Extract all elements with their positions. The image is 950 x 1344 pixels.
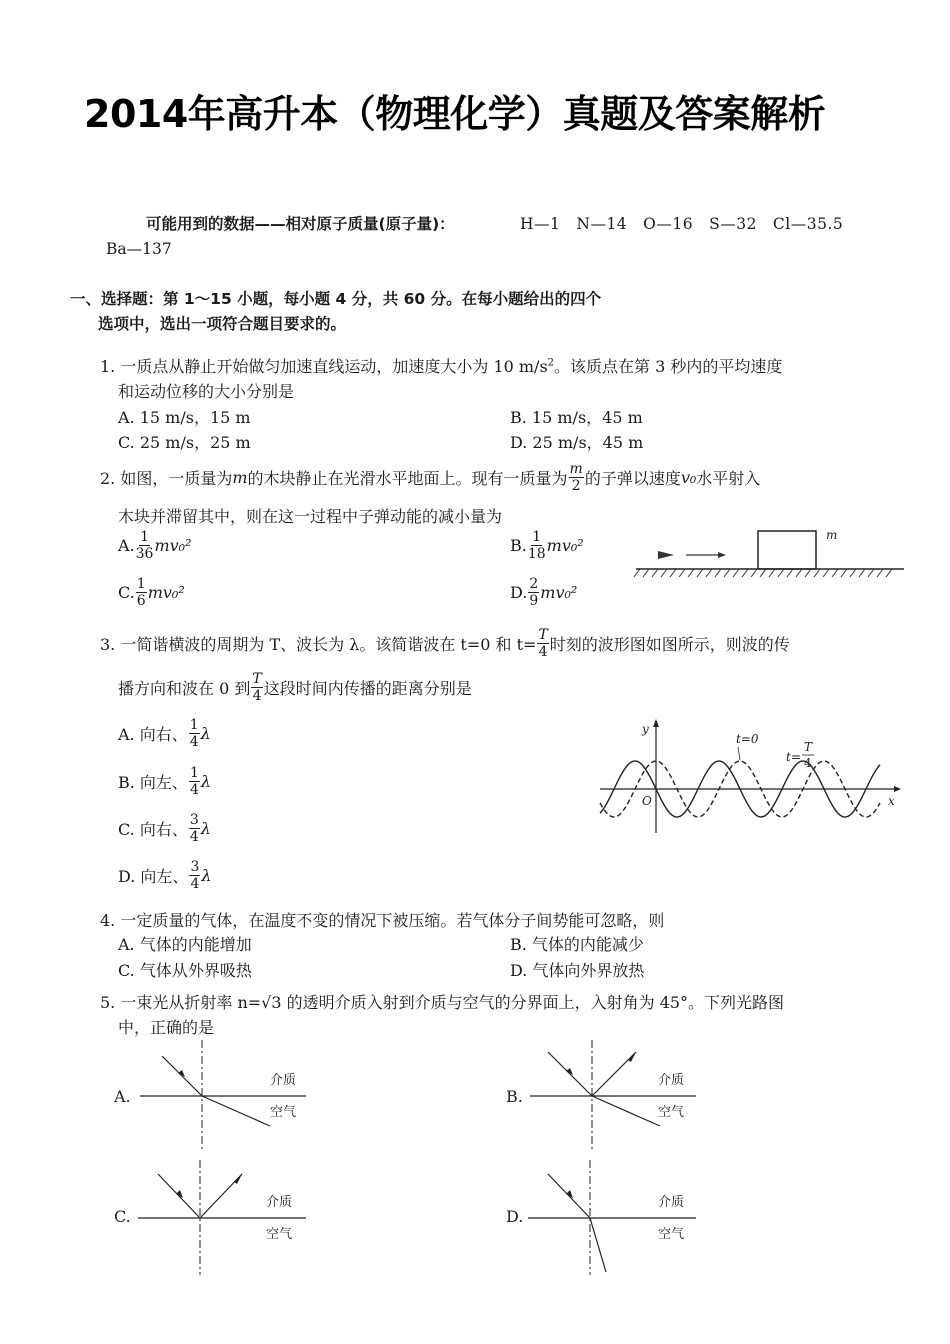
q3-a-num: 1 xyxy=(189,717,199,733)
q3-a-den: 4 xyxy=(189,734,199,750)
air-label: 空气 xyxy=(658,1105,685,1120)
refracted-ray xyxy=(202,1096,270,1126)
medium-label: 介质 xyxy=(658,1073,685,1088)
incident-ray xyxy=(548,1174,590,1218)
hatch-mark xyxy=(841,569,847,577)
air-label: 空气 xyxy=(270,1105,297,1120)
hatch-mark xyxy=(832,569,838,577)
q2-stem-d: 水平射入 xyxy=(696,469,761,488)
section-header-line1: 一、选择题：第 1～15 小题，每小题 4 分，共 60 分。在每小题给出的四个 xyxy=(70,290,602,308)
q2-b-num: 1 xyxy=(532,529,542,545)
q4-stem: 4. 一定质量的气体，在温度不变的情况下被压缩。若气体分子间势能可忽略，则 xyxy=(100,911,665,930)
q3-frac1-num: T xyxy=(538,627,548,643)
q3-frac1 xyxy=(537,628,548,659)
hatch-mark xyxy=(814,569,820,577)
wood-block xyxy=(758,531,816,569)
data-line-values: H—1 N—14 O—16 S—32 Cl—35.5 xyxy=(520,215,844,233)
reflected-arrow xyxy=(628,1052,636,1062)
q2-c-frac xyxy=(136,577,147,608)
q4-option-d: D. 气体向外界放热 xyxy=(510,961,645,980)
hatch-mark xyxy=(859,569,865,577)
hatch-mark xyxy=(715,569,721,577)
refracted-ray xyxy=(590,1218,606,1272)
q2-c-label: C. xyxy=(118,583,135,602)
q4-option-b: B. 气体的内能减少 xyxy=(510,935,644,954)
reflected-arrow xyxy=(234,1174,242,1184)
q3-a-lambda: λ xyxy=(200,724,211,743)
q2-a-den: 36 xyxy=(135,546,154,562)
q3-stem-b: 时刻的波形图如图所示，则波的传 xyxy=(549,635,790,654)
medium-label: 介质 xyxy=(270,1073,297,1088)
hatch-mark xyxy=(688,569,694,577)
q5-c-label: C. xyxy=(114,1207,131,1226)
hatch-mark xyxy=(787,569,793,577)
q2-frac-num: m xyxy=(569,461,583,477)
q3-frac1-den: 4 xyxy=(538,644,548,660)
label-4: 4 xyxy=(804,756,812,770)
q2-c-den: 6 xyxy=(136,593,146,609)
hatch-mark xyxy=(823,569,829,577)
bullet-icon xyxy=(658,551,674,559)
q2-stem-a: 2. 如图，一质量为 xyxy=(100,469,233,488)
q2-figure xyxy=(630,525,910,585)
q3-stem-d: 这段时间内传播的距离分别是 xyxy=(263,679,472,698)
q2-stem-line2: 木块并滞留其中，则在这一过程中子弹动能的减小量为 xyxy=(118,507,503,526)
q2-a-num: 1 xyxy=(140,529,150,545)
q2-stem-c: 的子弹以速度 xyxy=(584,469,681,488)
hatch-mark xyxy=(679,569,685,577)
x-axis-arrow xyxy=(894,786,901,792)
hatch-mark xyxy=(706,569,712,577)
hatch-mark xyxy=(778,569,784,577)
q3-b-frac xyxy=(189,766,200,797)
q2-m: m xyxy=(232,468,248,487)
medium-label: 介质 xyxy=(266,1195,293,1210)
q3-c-den: 4 xyxy=(189,829,199,845)
label-t0: t=0 xyxy=(736,732,759,746)
q1-option-d: D. 25 m/s，45 m xyxy=(510,433,644,452)
hatch-mark xyxy=(886,569,892,577)
q1-stem-a: 1. 一质点从静止开始做匀加速直线运动，加速度大小为 10 m/s xyxy=(100,357,548,376)
q2-b-frac xyxy=(528,530,546,561)
q3-frac2-den: 4 xyxy=(252,688,262,704)
q3-c-frac xyxy=(189,813,200,844)
q3-a-label: A. 向右、 xyxy=(118,725,188,744)
medium-label: 介质 xyxy=(658,1195,685,1210)
hatch-mark xyxy=(652,569,658,577)
q2-stem-b: 的木块静止在光滑水平地面上。现有一质量为 xyxy=(247,469,568,488)
q1-sup: 2 xyxy=(547,357,555,369)
q3-d-frac xyxy=(189,860,200,891)
q3-option-d xyxy=(118,860,212,891)
q2-option-c xyxy=(118,577,185,608)
q2-frac-den: 2 xyxy=(571,478,581,494)
label-T: T xyxy=(804,740,813,754)
q5-d-label: D. xyxy=(506,1207,524,1226)
q1-stem-line1 xyxy=(100,354,782,377)
q3-option-a xyxy=(118,718,211,749)
hatch-mark xyxy=(868,569,874,577)
q2-c-expr: mv₀² xyxy=(147,583,185,602)
hatch-mark xyxy=(760,569,766,577)
air-label: 空气 xyxy=(658,1227,685,1242)
q3-b-label: B. 向左、 xyxy=(118,773,188,792)
hatch-mark xyxy=(643,569,649,577)
q3-a-frac xyxy=(189,718,200,749)
q3-frac2 xyxy=(251,672,262,703)
q3-d-lambda: λ xyxy=(201,866,212,885)
origin-label: O xyxy=(642,794,652,808)
q5-b-label: B. xyxy=(506,1087,523,1106)
hatch-mark xyxy=(769,569,775,577)
velocity-arrowhead xyxy=(718,552,726,558)
hatch-mark xyxy=(877,569,883,577)
q3-stem-c: 播方向和波在 0 到 xyxy=(118,679,251,698)
q2-v0: v₀ xyxy=(680,468,697,487)
refracted-ray xyxy=(592,1096,660,1126)
hatch-mark xyxy=(742,569,748,577)
q5-a-label: A. xyxy=(114,1087,131,1106)
q3-c-lambda: λ xyxy=(200,819,211,838)
data-line-values2: Ba—137 xyxy=(106,240,172,258)
incident-ray xyxy=(548,1052,592,1096)
q3-b-den: 4 xyxy=(189,782,199,798)
q1-stem-line2: 和运动位移的大小分别是 xyxy=(118,382,295,401)
q3-stem-line1 xyxy=(100,628,790,659)
hatch-mark xyxy=(724,569,730,577)
q3-b-lambda: λ xyxy=(200,772,211,791)
q3-c-label: C. 向右、 xyxy=(118,820,188,839)
label-t0-pointer xyxy=(738,747,740,760)
x-axis-label: x xyxy=(888,794,895,808)
q3-c-num: 3 xyxy=(189,812,199,828)
q2-b-expr: mv₀² xyxy=(546,536,584,555)
q3-option-b xyxy=(118,766,211,797)
hatch-mark xyxy=(850,569,856,577)
q2-b-den: 18 xyxy=(527,546,546,562)
q3-option-c xyxy=(118,813,211,844)
q5-diagram-d xyxy=(500,1160,730,1275)
q3-stem-line2 xyxy=(118,672,472,703)
q2-d-label: D. xyxy=(510,583,528,602)
q2-d-expr: mv₀² xyxy=(540,583,578,602)
hatch-mark xyxy=(796,569,802,577)
data-line-label: 可能用到的数据——相对原子质量(原子量)： xyxy=(146,215,455,233)
q2-d-frac xyxy=(528,577,539,608)
q1-stem-b: 。该质点在第 3 秒内的平均速度 xyxy=(554,357,783,376)
q3-d-label: D. 向左、 xyxy=(118,867,189,886)
label-t-eq: t= xyxy=(786,750,801,764)
incident-ray xyxy=(162,1056,202,1096)
q3-wave-figure xyxy=(590,715,910,840)
q2-frac xyxy=(569,462,584,493)
q2-c-num: 1 xyxy=(136,576,146,592)
hatch-mark xyxy=(805,569,811,577)
incident-ray xyxy=(158,1174,200,1218)
page-title: 2014年高升本（物理化学）真题及答案解析 xyxy=(84,92,826,136)
hatch-mark xyxy=(670,569,676,577)
q4-option-a: A. 气体的内能增加 xyxy=(118,935,252,954)
q5-stem-line2: 中，正确的是 xyxy=(118,1018,215,1037)
hatch-mark xyxy=(733,569,739,577)
q3-d-den: 4 xyxy=(190,876,200,892)
air-label: 空气 xyxy=(266,1227,293,1242)
q1-option-b: B. 15 m/s，45 m xyxy=(510,408,643,427)
hatch-mark xyxy=(697,569,703,577)
q5-stem-line1: 5. 一束光从折射率 n=√3 的透明介质入射到介质与空气的分界面上，入射角为 45°。下列光路图 xyxy=(100,993,785,1012)
q5-diagram-b xyxy=(500,1040,730,1150)
q2-a-expr: mv₀² xyxy=(154,536,192,555)
hatch-mark xyxy=(751,569,757,577)
y-axis-arrow xyxy=(653,719,659,727)
q3-b-num: 1 xyxy=(189,765,199,781)
q2-d-den: 9 xyxy=(529,593,539,609)
hatch-mark xyxy=(661,569,667,577)
q2-option-a xyxy=(118,530,192,561)
q3-frac2-num: T xyxy=(252,671,262,687)
q5-diagram-c xyxy=(110,1160,340,1275)
q2-option-b xyxy=(510,530,584,561)
q2-option-d xyxy=(510,577,577,608)
q2-d-num: 2 xyxy=(529,576,539,592)
q2-a-frac xyxy=(136,530,154,561)
q2-stem-line1 xyxy=(100,462,760,493)
y-axis-label: y xyxy=(642,722,649,736)
ground-hatching xyxy=(634,569,892,577)
q1-option-c: C. 25 m/s，25 m xyxy=(118,433,251,452)
q3-stem-a: 3. 一简谐横波的周期为 T、波长为 λ。该简谐波在 t=0 和 t= xyxy=(100,635,537,654)
q1-option-a: A. 15 m/s，15 m xyxy=(118,408,251,427)
hatch-mark xyxy=(634,569,640,577)
q3-d-num: 3 xyxy=(190,859,200,875)
q4-option-c: C. 气体从外界吸热 xyxy=(118,961,252,980)
block-mass-label: m xyxy=(826,528,838,542)
q2-a-label: A. xyxy=(118,536,135,555)
section-header-line2: 选项中，选出一项符合题目要求的。 xyxy=(98,315,347,333)
q5-diagram-a xyxy=(110,1040,340,1150)
q2-b-label: B. xyxy=(510,536,527,555)
